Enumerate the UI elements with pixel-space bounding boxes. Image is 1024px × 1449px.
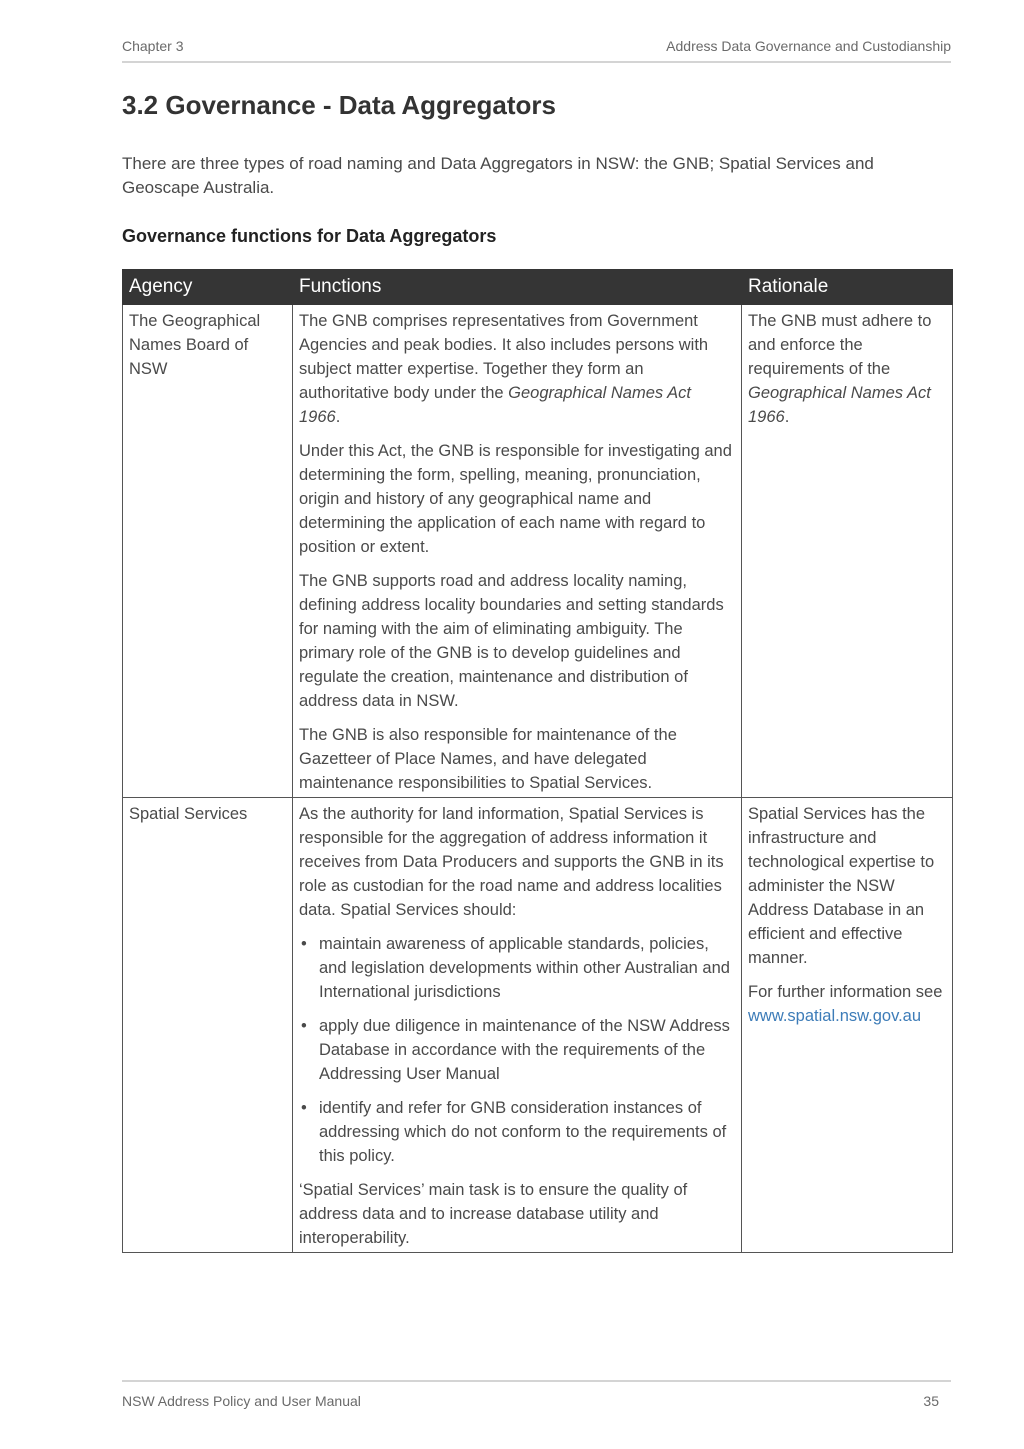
spatial-services-link[interactable]: www.spatial.nsw.gov.au (748, 1007, 922, 1025)
page-number: 35 (923, 1393, 939, 1409)
section-name: Address Data Governance and Custodianship (666, 38, 951, 54)
column-header-rationale: Rationale (742, 270, 953, 305)
agency-cell (123, 305, 293, 798)
bullet-icon: • (301, 935, 307, 953)
bullet-icon: • (301, 1099, 307, 1117)
list-item: • apply due diligence in maintenance of the NSW Address Database in accordance with the requirements of the Addressing User Manual (299, 1014, 735, 1086)
header-divider (122, 61, 951, 63)
functions-cell (293, 798, 742, 1253)
column-header-functions: Functions (293, 270, 742, 305)
footer (122, 1393, 939, 1409)
functions-paragraph: Under this Act, the GNB is responsible for investigating and determining the form, spelling, meaning, pronunciation, origin and history of any geographical name and determining the application of each name with regard to position or extent. (299, 442, 732, 556)
agency-name: The Geographical Names Board of NSW (129, 312, 261, 378)
list-item: • identify and refer for GNB consideration instances of addressing which do not conform to the requirements of this policy. (299, 1096, 735, 1168)
bullet-icon: • (301, 1017, 307, 1035)
page-title: 3.2 Governance - Data Aggregators (122, 90, 556, 120)
footer-divider (122, 1380, 951, 1382)
table-row (123, 305, 953, 798)
functions-paragraph: ‘Spatial Services’ main task is to ensure the quality of address data and to increase database utility and interoperability. (299, 1181, 688, 1247)
footer-title: NSW Address Policy and User Manual (122, 1393, 361, 1409)
agency-cell (123, 798, 293, 1253)
functions-paragraph: As the authority for land information, Spatial Services is responsible for the aggregation of address information it receives from Data Producers and supports the GNB in its role as custodian for the road name and address localities data. Spatial Services should: (299, 805, 724, 919)
table-title: Governance functions for Data Aggregators (122, 226, 497, 246)
functions-paragraph: The GNB supports road and address locality naming, defining address locality boundaries and setting standards for naming with the aim of eliminating ambiguity. The primary role of the GNB is to develop guidelines and regulate the creation, maintenance and distribution of address data in NSW. (299, 572, 724, 710)
intro-paragraph: There are three types of road naming and Data Aggregators in NSW: the GNB; Spatial Services and Geoscape Australia. (122, 154, 874, 197)
act-title: Geographical Names Act 1966 (748, 384, 931, 426)
duties-list (299, 932, 735, 1168)
rationale-paragraph: For further information see www.spatial.nsw.gov.au (748, 983, 943, 1025)
functions-paragraph: The GNB comprises representatives from Government Agencies and peak bodies. It also includes persons with subject matter expertise. Together they form an authoritative body under the Geographical Names Act 1966. (299, 312, 709, 426)
rationale-cell (742, 798, 953, 1253)
chapter-label: Chapter 3 (122, 38, 184, 54)
rationale-paragraph: The GNB must adhere to and enforce the requirements of the Geographical Names Act 1966. (748, 312, 932, 426)
act-title: Geographical Names Act 1966 (299, 384, 691, 426)
functions-paragraph: The GNB is also responsible for maintenance of the Gazetteer of Place Names, and have delegated maintenance responsibilities to Spatial Services. (299, 726, 677, 792)
column-header-agency: Agency (123, 270, 293, 305)
list-item: • maintain awareness of applicable standards, policies, and legislation developments within other Australian and International jurisdictions (299, 932, 735, 1004)
table-row (123, 798, 953, 1253)
agency-name: Spatial Services (129, 805, 248, 823)
governance-table (122, 269, 953, 1253)
rationale-paragraph: Spatial Services has the infrastructure and technological expertise to administer the NSW Address Database in an efficient and effective manner. (748, 805, 935, 967)
table-header-row (123, 270, 953, 305)
rationale-cell (742, 305, 953, 798)
functions-cell (293, 305, 742, 798)
running-header (122, 38, 951, 54)
